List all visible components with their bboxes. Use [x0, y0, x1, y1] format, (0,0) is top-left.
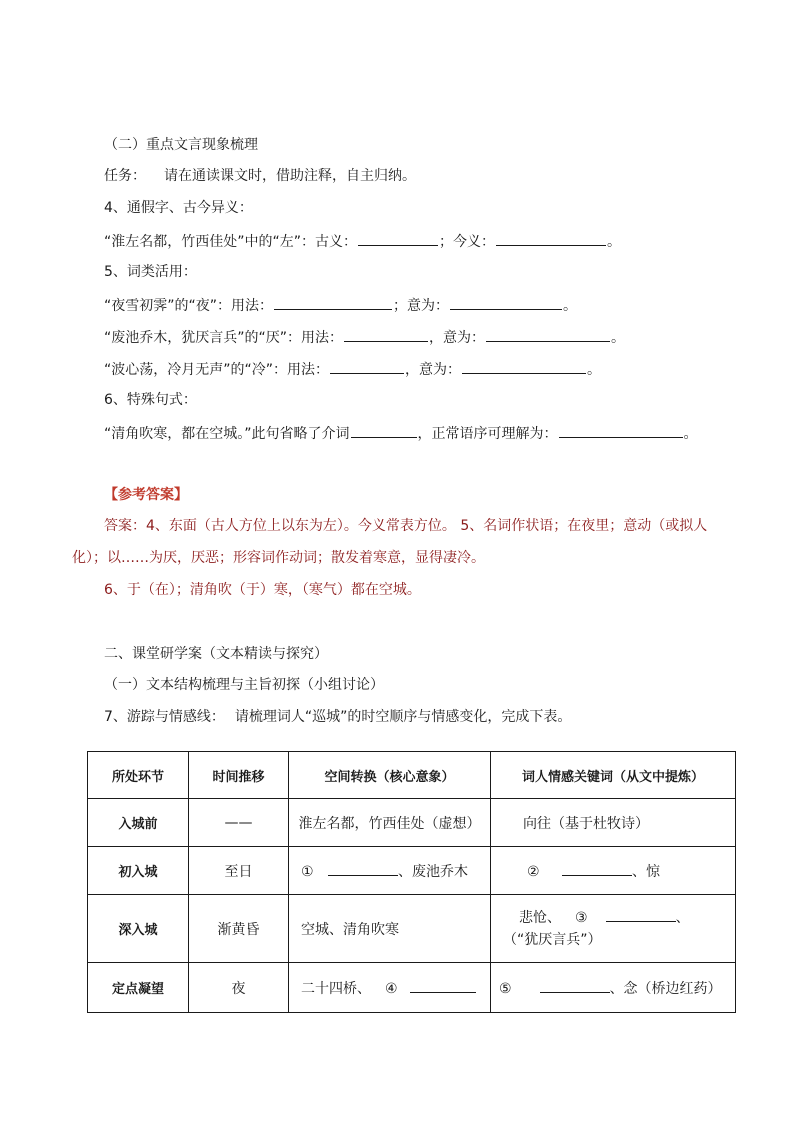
q6-text: “清角吹寒，都在空城。”此句省略了介词 — [104, 426, 350, 442]
space-tail: 、废池乔木 — [398, 863, 469, 880]
space-cell — [289, 847, 491, 895]
table-header: 空间转换（核心意象） — [289, 752, 491, 799]
space-cell: 空城、清角吹寒 — [289, 895, 491, 963]
end-mark: 。 — [683, 426, 698, 442]
q4-blank-ancient[interactable] — [358, 230, 438, 246]
q7-line — [104, 707, 571, 727]
table-header: 所处环节 — [88, 752, 189, 799]
q5-title: 5、词类活用： — [104, 264, 197, 280]
q5b-text: “废池乔木，犹厌言兵”的“厌”：用法： — [104, 330, 344, 346]
q6-blank-preposition[interactable] — [351, 422, 417, 438]
time-cell: 渐黄昏 — [189, 895, 289, 963]
table-row — [88, 847, 736, 895]
table-row — [88, 895, 736, 963]
q5c-mid: ，意为： — [405, 362, 462, 378]
end-mark: 。 — [611, 330, 626, 346]
stage-cell: 初入城 — [88, 847, 189, 895]
blank-number: ② — [527, 863, 540, 880]
emotion-cell: 向往（基于杜牧诗） — [491, 799, 736, 847]
table-blank-4[interactable] — [410, 978, 476, 993]
part2-subheading: （一）文本结构梳理与主旨初探（小组讨论） — [104, 677, 384, 693]
table-blank-2[interactable] — [562, 861, 632, 876]
emotion-cell — [491, 963, 736, 1013]
q5c-blank-meaning[interactable] — [462, 358, 586, 374]
blank-number: ④ — [385, 980, 398, 997]
emotion-tail: 、 — [675, 909, 690, 926]
q5a-text: “夜雪初霁”的“夜”：用法： — [104, 298, 274, 314]
answer-line-1: 答案：4、东面（古人方位上以东为左）。今义常表方位。 5、名词作状语；在夜里；意动（或拟人 — [104, 518, 708, 534]
space-cell: 淮左名都，竹西佳处（虚想） — [289, 799, 491, 847]
itinerary-table — [87, 751, 736, 1013]
stage-cell: 入城前 — [88, 799, 189, 847]
stage-cell: 定点凝望 — [88, 963, 189, 1013]
q4-line — [104, 230, 621, 252]
q5a-blank-meaning[interactable] — [450, 294, 562, 310]
q5c-blank-usage[interactable] — [330, 358, 404, 374]
space-cell — [289, 963, 491, 1013]
emotion-tail: 、惊 — [632, 863, 661, 880]
emotion-line-2: （“犹厌言兵”） — [503, 931, 602, 948]
q5b-blank-usage[interactable] — [344, 326, 428, 342]
time-cell: 夜 — [189, 963, 289, 1013]
answer-title: 【参考答案】 — [104, 487, 188, 503]
table-blank-1[interactable] — [328, 861, 398, 876]
end-mark: 。 — [563, 298, 578, 314]
end-mark: 。 — [587, 362, 602, 378]
q5b-line — [104, 326, 625, 348]
blank-number: ③ — [575, 909, 588, 926]
table-header: 时间推移 — [189, 752, 289, 799]
emotion-head: 悲怆、 — [519, 909, 561, 926]
answer-line-3: 6、于（在）；清角吹（于）寒，（寒气）都在空城。 — [104, 582, 421, 598]
q4-text: “淮左名都，竹西佳处”中的“左”：古义： — [104, 234, 358, 250]
section-heading: （二）重点文言现象梳理 — [104, 137, 258, 153]
table-header: 词人情感关键词（从文中提炼） — [491, 752, 736, 799]
q4-blank-modern[interactable] — [496, 230, 606, 246]
emotion-tail: 、念（桥边红药） — [609, 980, 722, 997]
end-mark: 。 — [607, 234, 622, 250]
q6-line — [104, 422, 698, 444]
table-blank-5[interactable] — [540, 978, 610, 993]
time-cell: 至日 — [189, 847, 289, 895]
blank-number: ① — [301, 863, 314, 880]
stage-cell: 深入城 — [88, 895, 189, 963]
q6-mid: ，正常语序可理解为： — [417, 426, 558, 442]
q5b-mid: ，意为： — [429, 330, 486, 346]
task-text: 请在通读课文时，借助注释，自主归纳。 — [164, 168, 416, 184]
task-line — [104, 166, 416, 186]
part2-heading: 二、课堂研学案（文本精读与探究） — [104, 646, 328, 662]
table-row — [88, 799, 736, 847]
blank-number: ⑤ — [499, 980, 512, 997]
q5a-mid: ；意为： — [393, 298, 450, 314]
emotion-cell — [491, 847, 736, 895]
q5c-line — [104, 358, 601, 380]
q5b-blank-meaning[interactable] — [486, 326, 610, 342]
q5a-line — [104, 294, 577, 316]
q7-text: 请梳理词人“巡城”的时空顺序与情感变化，完成下表。 — [234, 709, 572, 725]
table-row — [88, 963, 736, 1013]
q5a-blank-usage[interactable] — [274, 294, 392, 310]
emotion-cell — [491, 895, 736, 963]
answer-line-2: 化）；以……为厌，厌恶；形容词作动词；散发着寒意，显得凄冷。 — [72, 550, 485, 566]
task-label: 任务： — [104, 168, 146, 184]
table-blank-3[interactable] — [606, 907, 676, 922]
q7-label: 7、游踪与情感线： — [104, 709, 225, 725]
q4-mid: ；今义： — [439, 234, 496, 250]
q6-blank-order[interactable] — [559, 422, 683, 438]
table-header-row — [88, 752, 736, 799]
q5c-text: “波心荡，冷月无声”的“冷”：用法： — [104, 362, 330, 378]
q4-title: 4、通假字、古今异义： — [104, 200, 253, 216]
time-cell: —— — [189, 799, 289, 847]
space-head: 二十四桥、 — [301, 980, 371, 997]
q6-title: 6、特殊句式： — [104, 392, 197, 408]
